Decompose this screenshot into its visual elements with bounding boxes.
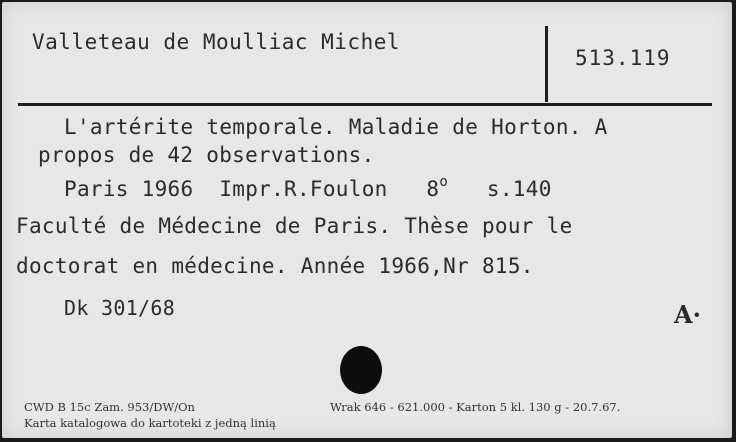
footer-print-run: Wrak 646 - 621.000 - Karton 5 kl. 130 g - 20.7.67. bbox=[330, 400, 621, 414]
header-horizontal-divider bbox=[18, 103, 712, 106]
call-number: 513.119 bbox=[575, 46, 671, 70]
imprint-place-year-publisher: Paris 1966 Impr.R.Foulon 8 bbox=[64, 177, 440, 201]
format-superscript: o bbox=[439, 174, 449, 190]
footer-printer-code: CWD B 15c Zam. 953/DW/On bbox=[24, 400, 195, 414]
page-count: s.140 bbox=[448, 177, 552, 201]
handwritten-mark: A· bbox=[674, 300, 701, 329]
footer-card-description: Karta katalogowa do kartoteki z jedną linią bbox=[24, 416, 276, 430]
thesis-note-line-1: Faculté de Médecine de Paris. Thèse pour le bbox=[16, 214, 573, 238]
catalog-card bbox=[2, 2, 732, 438]
imprint-line bbox=[64, 174, 552, 201]
title-line-1: L'artérite temporale. Maladie de Horton. A bbox=[64, 115, 608, 139]
thesis-note-line-2: doctorat en médecine. Année 1966,Nr 815. bbox=[16, 254, 534, 278]
title-line-2: propos de 42 observations. bbox=[38, 143, 375, 167]
author-name: Valleteau de Moulliac Michel bbox=[32, 30, 401, 54]
punch-hole bbox=[340, 346, 382, 394]
header-vertical-divider bbox=[545, 26, 548, 102]
accession-number: Dk 301/68 bbox=[64, 296, 176, 320]
